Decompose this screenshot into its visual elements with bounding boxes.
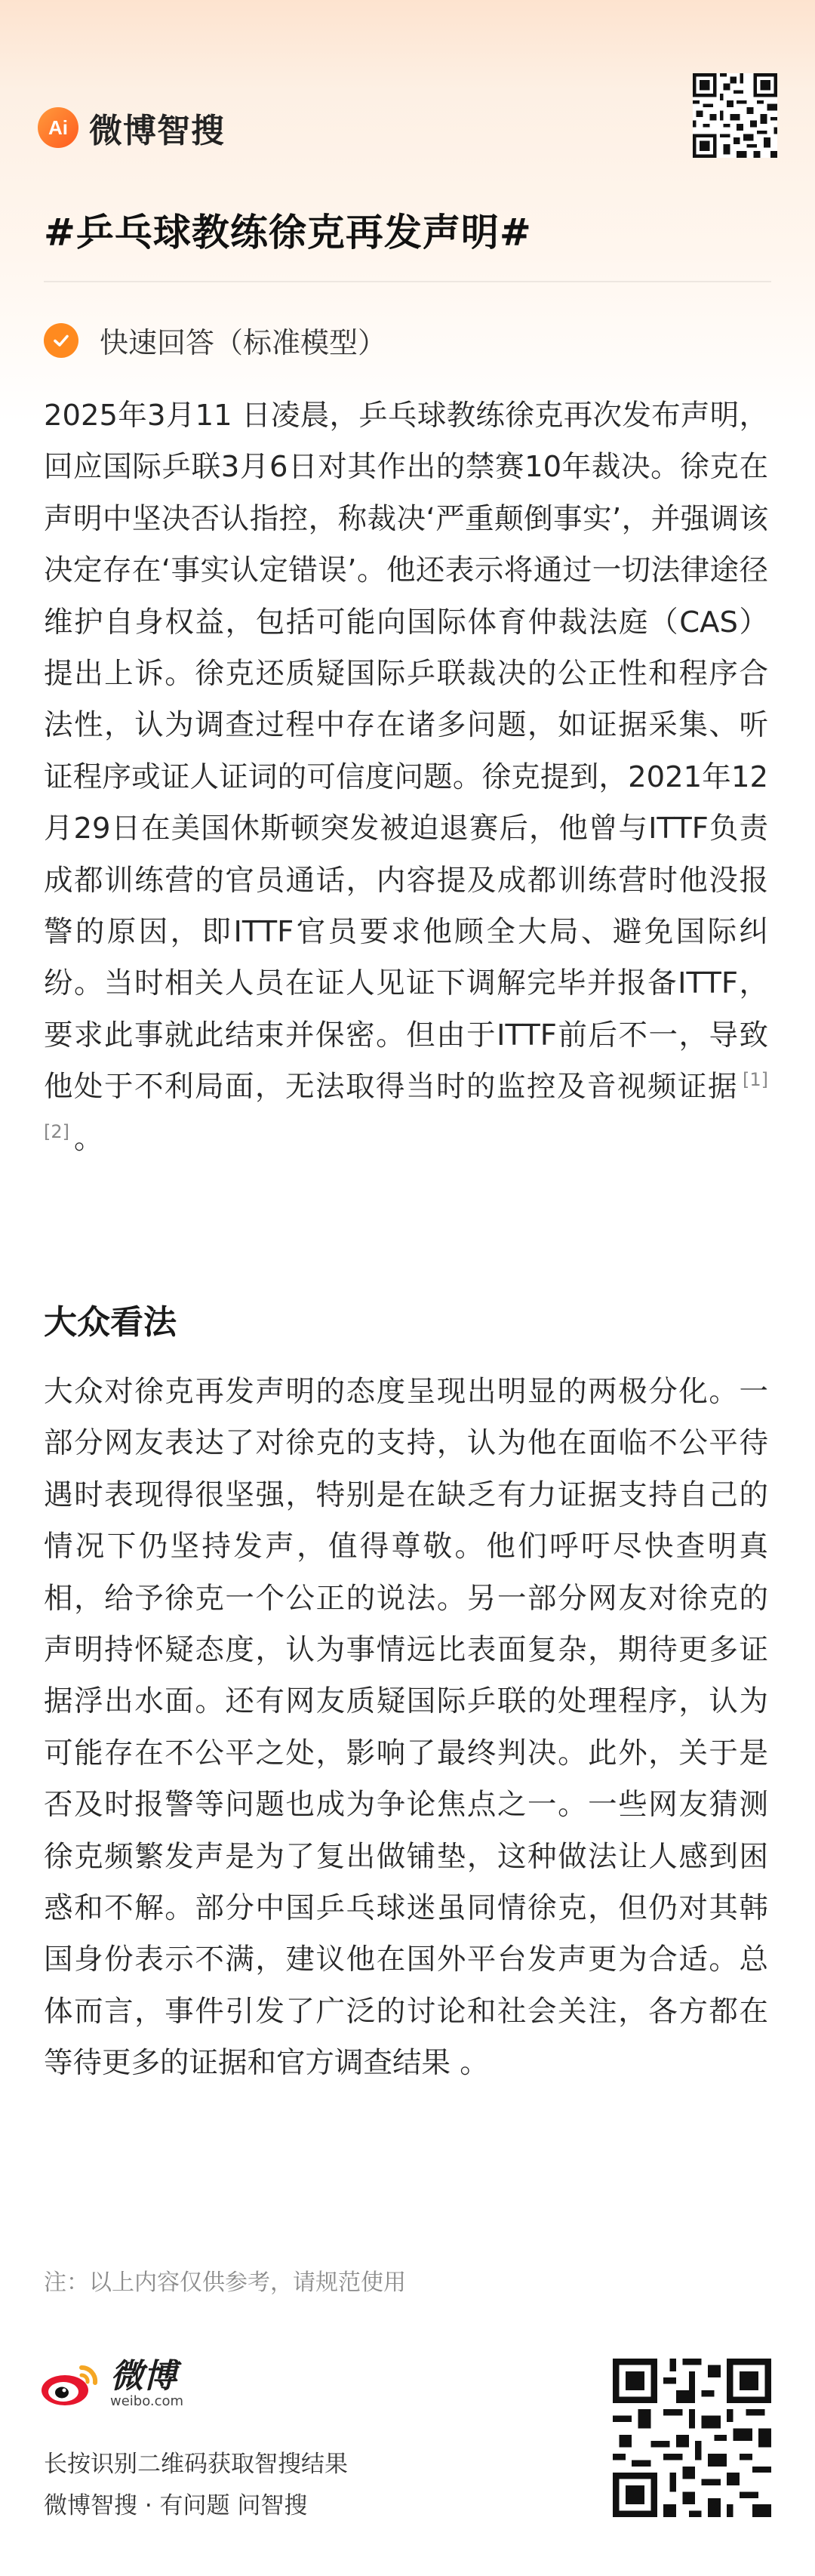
page-title: #乒乓球教练徐克再发声明# (44, 211, 532, 254)
ai-badge-icon: Ai (38, 107, 78, 148)
weibo-logo-domain: weibo.com (110, 2393, 184, 2409)
section-title: 大众看法 (44, 1303, 177, 1342)
answer-mode-label: 快速回答（标准模型） (100, 326, 387, 359)
weibo-logo (38, 2359, 183, 2409)
footer-qr-hint: 长按识别二维码获取智搜结果 (44, 2451, 348, 2478)
answer-text-end: 。 (74, 1121, 103, 1156)
weibo-logo-icon (38, 2360, 106, 2408)
brand-name: 微博智搜 (89, 112, 225, 150)
footer-slogan: 微博智搜 · 有问题 问智搜 (44, 2492, 308, 2519)
qr-code-icon[interactable] (693, 73, 777, 158)
answer-mode-tag (44, 319, 386, 361)
qr-code-icon[interactable] (613, 2359, 771, 2517)
brand-logo (38, 103, 225, 152)
disclaimer-note: 注：以上内容仅供参考，请规范使用 (44, 2269, 406, 2296)
check-circle-icon (44, 323, 78, 358)
answer-paragraph (44, 390, 768, 1165)
answer-text: 2025年3月11 日凌晨，乒乓球教练徐克再次发布声明，回应国际乒联3月6日对其作出的禁赛10年裁决。徐克在声明中坚决否认指控，称裁决‘严重颠倒事实’，并强调该决定存在‘事实认定错误’。他还表示将通过一切法律途径维护自身权益，包括可能向国际体育仲裁法庭（CAS）提出上诉。徐克还质疑国际乒联裁决的公正性和程序合法性，认为调查过程中存在诸多问题，如证据采集、听证程序或证人证词的可信度问题。徐克提到，2021年12月29日在美国休斯顿突发被迫退赛后，他曾与ITTF负责成都训练营的官员通话，内容提及成都训练营时他没报警的原因，即ITTF官员要求他顾全大局、避免国际纠纷。当时相关人员在证人见证下调解完毕并报备ITTF，要求此事就此结束并保密。但由于ITTF前后不一，导致他处于不利局面，无法取得当时的监控及音视频证据 (44, 399, 768, 1105)
weibo-logo-text: 微博 (110, 2357, 177, 2396)
reference-links[interactable]: [1] [2] (44, 1069, 768, 1142)
divider (44, 281, 771, 282)
public-opinion-paragraph: 大众对徐克再发声明的态度呈现出明显的两极分化。一部分网友表达了对徐克的支持，认为他在面临不公平待遇时表现得很坚强，特别是在缺乏有力证据支持自己的情况下仍坚持发声，值得尊敬。他们呼吁尽快查明真相，给予徐克一个公正的说法。另一部分网友对徐克的声明持怀疑态度，认为事情远比表面复杂，期待更多证据浮出水面。还有网友质疑国际乒联的处理程序，认为可能存在不公平之处，影响了最终判决。此外，关于是否及时报警等问题也成为争论焦点之一。一些网友猜测徐克频繁发声是为了复出做铺垫，这种做法让人感到困惑和不解。部分中国乒乓球迷虽同情徐克，但仍对其韩国身份表示不满，建议他在国外平台发声更为合适。总体而言，事件引发了广泛的讨论和社会关注，各方都在等待更多的证据和官方调查结果 。 (44, 1375, 768, 2081)
